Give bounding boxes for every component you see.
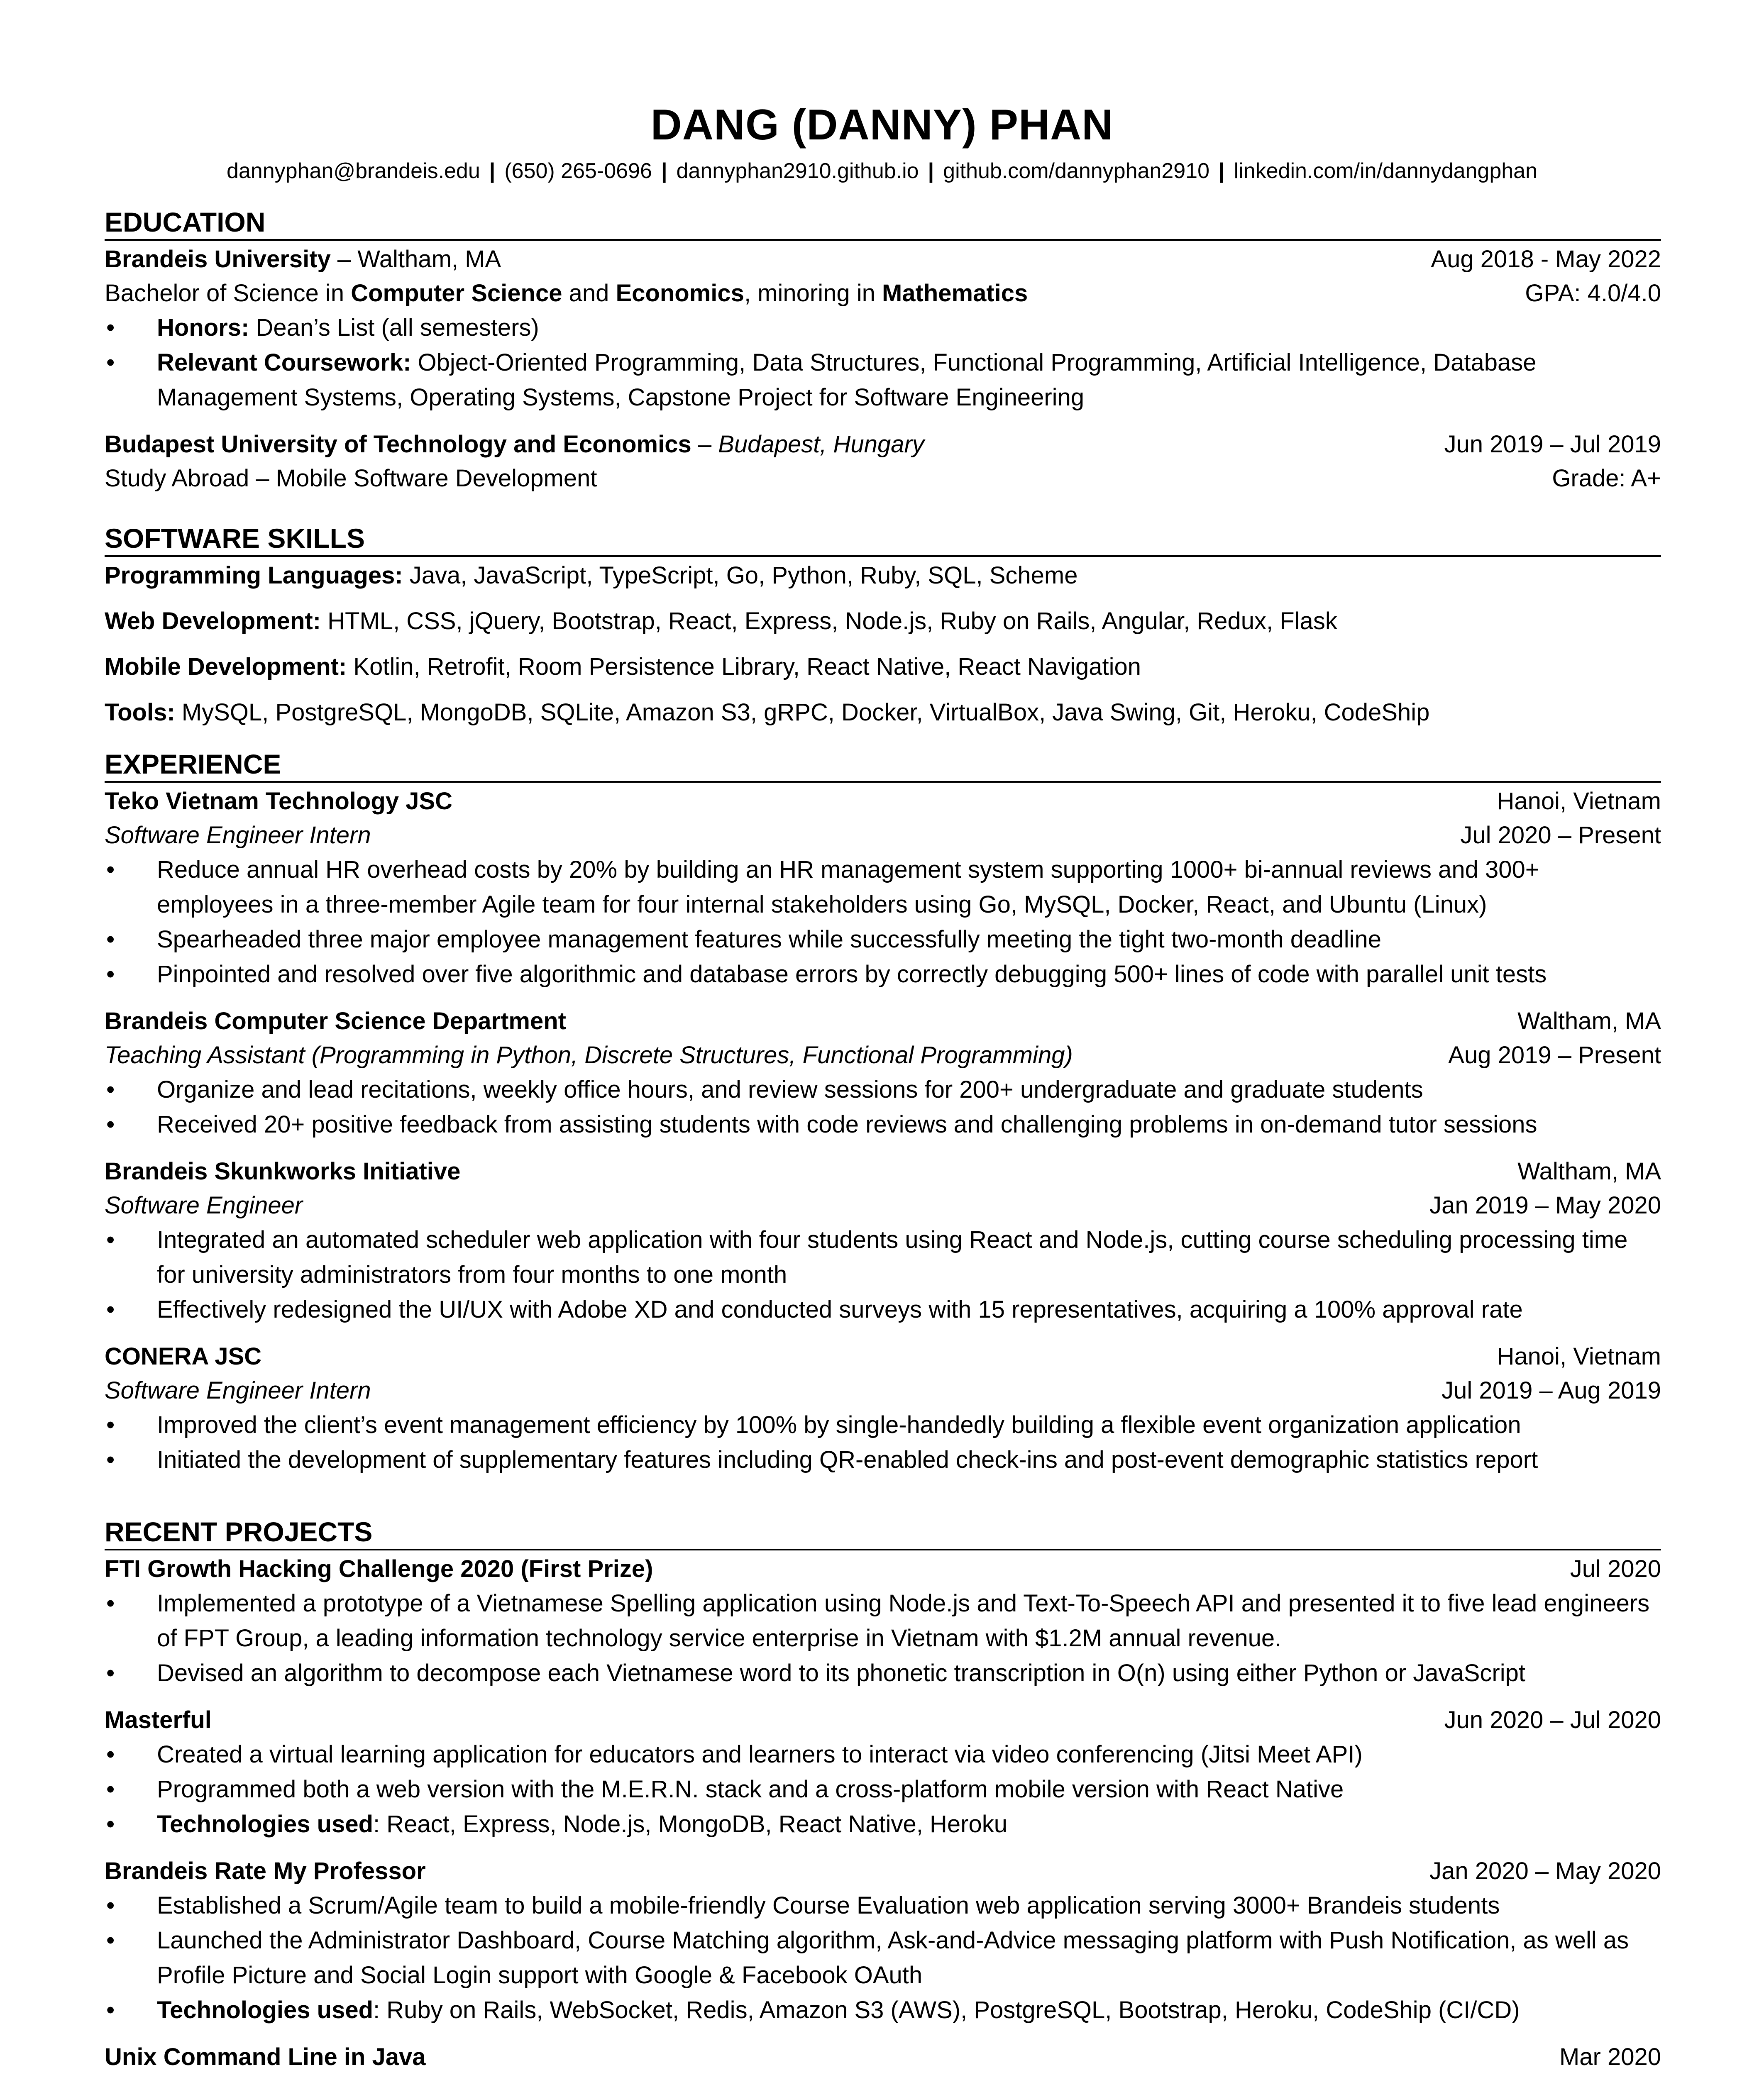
skill-row	[105, 696, 1661, 730]
list-item	[105, 1656, 1661, 1691]
section-heading: RECENT PROJECTS	[105, 1515, 1661, 1550]
school-location: Budapest, Hungary	[718, 431, 924, 458]
projects-section	[105, 1515, 1661, 2075]
job-dates: Aug 2019 – Present	[1448, 1042, 1661, 1069]
school-location: – Waltham, MA	[330, 246, 501, 273]
bullet-icon: •	[106, 1590, 115, 1617]
list-item	[105, 1072, 1661, 1107]
bullet-icon: •	[106, 1892, 115, 1919]
major: Computer Science	[351, 280, 562, 307]
job-role: Software Engineer Intern	[105, 1377, 371, 1404]
project-dates: Jun 2020 – Jul 2020	[1444, 1706, 1661, 1733]
skill-row	[105, 604, 1661, 638]
dash: –	[691, 431, 718, 458]
github-link[interactable]: github.com/dannyphan2910	[943, 159, 1210, 183]
project-bullets	[105, 1586, 1661, 1691]
experience-section	[105, 747, 1661, 1477]
project-dates: Mar 2020	[1559, 2043, 1661, 2070]
project-name: Unix Command Line in Java	[105, 2043, 426, 2070]
linkedin-link[interactable]: linkedin.com/in/dannydangphan	[1234, 159, 1538, 183]
bullet-icon: •	[106, 1776, 115, 1803]
project-header	[105, 2040, 1661, 2074]
grade: Grade: A+	[1552, 465, 1661, 492]
job-dates: Jan 2019 – May 2020	[1429, 1192, 1661, 1219]
list-item	[105, 1923, 1661, 1993]
list-item	[105, 1737, 1661, 1772]
skill-label: Web Development:	[105, 608, 321, 635]
bullet-icon: •	[106, 314, 115, 341]
employer: CONERA JSC	[105, 1343, 262, 1370]
project-header	[105, 1552, 1661, 1586]
separator: |	[661, 159, 667, 183]
gpa: GPA: 4.0/4.0	[1525, 280, 1661, 307]
bullet-text: Created a virtual learning application for educators and learners to interact via video conferencing (Jitsi Meet API)	[157, 1741, 1363, 1768]
website-link[interactable]: dannyphan2910.github.io	[676, 159, 919, 183]
school-name: Brandeis University	[105, 246, 331, 273]
honors-text: Dean’s List (all semesters)	[249, 314, 539, 341]
list-item	[105, 1772, 1661, 1807]
job-bullets	[105, 1223, 1661, 1327]
tech-text: : React, Express, Node.js, MongoDB, React Native, Heroku	[373, 1811, 1007, 1838]
honors-label: Honors:	[157, 314, 249, 341]
bullet-text: Launched the Administrator Dashboard, Course Matching algorithm, Ask-and-Advice messaging platform with Push Notification, as well as Profile Picture and Social Login support with Google & Facebook OAuth	[157, 1927, 1629, 1989]
job-role-row	[105, 1189, 1661, 1223]
bullet-text: Pinpointed and resolved over five algorithmic and database errors by correctly debugging 500+ lines of code with parallel unit tests	[157, 961, 1547, 988]
list-item	[105, 1223, 1661, 1292]
project-name: FTI Growth Hacking Challenge 2020 (First Prize)	[105, 1555, 653, 1582]
bullet-text: Received 20+ positive feedback from assisting students with code reviews and challenging problems in on-demand tutor sessions	[157, 1111, 1537, 1138]
degree-text: Bachelor of Science in	[105, 280, 351, 307]
employer: Brandeis Skunkworks Initiative	[105, 1158, 461, 1185]
skill-label: Programming Languages:	[105, 562, 403, 589]
bullet-icon: •	[106, 1226, 115, 1253]
bullet-text: Reduce annual HR overhead costs by 20% by building an HR management system supporting 1000+ bi-annual reviews and 300+ employees in a three-member Agile team for four internal stakeholders using Go, MySQL, Docker, React, and Ubuntu (Linux)	[157, 856, 1539, 918]
phone-number[interactable]: (650) 265-0696	[504, 159, 652, 183]
job-role: Software Engineer Intern	[105, 822, 371, 849]
bullet-icon: •	[106, 349, 115, 376]
employer: Brandeis Computer Science Department	[105, 1008, 566, 1035]
tech-text: : Ruby on Rails, WebSocket, Redis, Amazon S3 (AWS), PostgreSQL, Bootstrap, Heroku, CodeShip (CI/CD)	[373, 1997, 1520, 2024]
skill-text: HTML, CSS, jQuery, Bootstrap, React, Express, Node.js, Ruby on Rails, Angular, Redux, Flask	[321, 608, 1337, 635]
bullet-text: Established a Scrum/Agile team to build a mobile-friendly Course Evaluation web application serving 3000+ Brandeis students	[157, 1892, 1500, 1919]
bullet-icon: •	[106, 961, 115, 988]
degree-text: , minoring in	[744, 280, 882, 307]
budapest-header	[105, 427, 1661, 461]
employer: Teko Vietnam Technology JSC	[105, 788, 452, 815]
list-item	[105, 1443, 1661, 1477]
job-header	[105, 1155, 1661, 1189]
project-header	[105, 1854, 1661, 1888]
bullet-text: Programmed both a web version with the M.E.R.N. stack and a cross-platform mobile version with React Native	[157, 1776, 1344, 1803]
section-heading: EXPERIENCE	[105, 747, 1661, 783]
tech-label: Technologies used	[157, 1811, 374, 1838]
list-item	[105, 1408, 1661, 1443]
job-location: Waltham, MA	[1517, 1158, 1661, 1185]
skill-text: Kotlin, Retrofit, Room Persistence Library, React Native, React Navigation	[347, 653, 1141, 680]
bullet-icon: •	[106, 1296, 115, 1323]
job-role: Software Engineer	[105, 1192, 303, 1219]
job-location: Waltham, MA	[1517, 1008, 1661, 1035]
separator: |	[489, 159, 496, 183]
bullet-text: Implemented a prototype of a Vietnamese Spelling application using Node.js and Text-To-Speech API and presented it to five lead engineers of FPT Group, a leading information technology service enterprise in Vietnam with $1.2M annual revenue.	[157, 1590, 1650, 1652]
brandeis-header	[105, 242, 1661, 276]
job-bullets	[105, 1408, 1661, 1477]
bullet-icon: •	[106, 1811, 115, 1838]
job-role-row	[105, 1374, 1661, 1408]
list-item	[105, 1292, 1661, 1327]
bullet-icon: •	[106, 926, 115, 953]
education-bullets	[105, 310, 1661, 415]
bullet-text: Organize and lead recitations, weekly office hours, and review sessions for 200+ undergraduate and graduate students	[157, 1076, 1423, 1103]
skill-label: Tools:	[105, 699, 175, 726]
separator: |	[928, 159, 934, 183]
bullet-icon: •	[106, 1927, 115, 1954]
job-dates: Jul 2020 – Present	[1460, 822, 1661, 849]
bullet-icon: •	[106, 1076, 115, 1103]
bullet-icon: •	[106, 1411, 115, 1438]
coursework-label: Relevant Coursework:	[157, 349, 411, 376]
job-role-row	[105, 818, 1661, 852]
list-item	[105, 1586, 1661, 1656]
degree-text: and	[562, 280, 616, 307]
bullet-text: Initiated the development of supplementary features including QR-enabled check-ins and post-event demographic statistics report	[157, 1446, 1538, 1473]
degree-row	[105, 276, 1661, 310]
project-bullets	[105, 1737, 1661, 1842]
job-bullets	[105, 1072, 1661, 1142]
project-dates: Jul 2020	[1570, 1555, 1661, 1582]
bullet-icon: •	[106, 856, 115, 883]
education-section	[105, 205, 1661, 496]
job-header	[105, 784, 1661, 818]
list-item	[105, 1888, 1661, 1923]
skills-section	[105, 521, 1661, 741]
job-location: Hanoi, Vietnam	[1497, 788, 1661, 815]
skill-text: MySQL, PostgreSQL, MongoDB, SQLite, Amazon S3, gRPC, Docker, VirtualBox, Java Swing, Git, Heroku, CodeShip	[175, 699, 1430, 726]
list-item	[105, 922, 1661, 957]
project-dates: Jan 2020 – May 2020	[1429, 1858, 1661, 1885]
project-bullets	[105, 1888, 1661, 2028]
separator: |	[1219, 159, 1225, 183]
job-header	[105, 1004, 1661, 1038]
school-dates: Jun 2019 – Jul 2019	[1444, 431, 1661, 458]
list-item	[105, 310, 1661, 345]
bullet-icon: •	[106, 1111, 115, 1138]
program-row	[105, 461, 1661, 496]
bullet-text: Improved the client’s event management efficiency by 100% by single-handedly building a flexible event organization application	[157, 1411, 1521, 1438]
list-item	[105, 957, 1661, 992]
bullet-icon: •	[106, 1446, 115, 1473]
school-name: Budapest University of Technology and Economics	[105, 431, 691, 458]
contact-line	[0, 157, 1764, 185]
project-name: Masterful	[105, 1706, 212, 1733]
tech-label: Technologies used	[157, 1997, 374, 2024]
section-heading: SOFTWARE SKILLS	[105, 521, 1661, 557]
bullet-icon: •	[106, 1741, 115, 1768]
list-item	[105, 345, 1661, 415]
project-header	[105, 1703, 1661, 1737]
list-item	[105, 1807, 1661, 1842]
project-name: Brandeis Rate My Professor	[105, 1858, 426, 1885]
minor: Mathematics	[882, 280, 1028, 307]
job-bullets	[105, 852, 1661, 992]
bullet-icon: •	[106, 1997, 115, 2024]
email-link[interactable]: dannyphan@brandeis.edu	[226, 159, 480, 183]
list-item	[105, 1107, 1661, 1142]
program-name: Study Abroad – Mobile Software Development	[105, 465, 597, 492]
school-dates: Aug 2018 - May 2022	[1431, 246, 1661, 273]
job-location: Hanoi, Vietnam	[1497, 1343, 1661, 1370]
skill-row	[105, 559, 1661, 593]
job-dates: Jul 2019 – Aug 2019	[1441, 1377, 1661, 1404]
bullet-text: Spearheaded three major employee management features while successfully meeting the tight two-month deadline	[157, 926, 1382, 953]
skill-label: Mobile Development:	[105, 653, 347, 680]
coursework-text: Object-Oriented Programming, Data Structures, Functional Programming, Artificial Intelligence, Database Management Systems, Operating Systems, Capstone Project for Software Engineering	[157, 349, 1537, 411]
bullet-text: Integrated an automated scheduler web application with four students using React and Node.js, cutting course scheduling processing time for university administrators from four months to one month	[157, 1226, 1628, 1288]
skill-row	[105, 650, 1661, 684]
major: Economics	[616, 280, 744, 307]
candidate-name: DANG (DANNY) PHAN	[650, 101, 1114, 149]
list-item	[105, 852, 1661, 922]
job-role-row	[105, 1038, 1661, 1072]
bullet-text: Effectively redesigned the UI/UX with Adobe XD and conducted surveys with 15 representatives, acquiring a 100% approval rate	[157, 1296, 1523, 1323]
skill-text: Java, JavaScript, TypeScript, Go, Python, Ruby, SQL, Scheme	[403, 562, 1078, 589]
bullet-text: Devised an algorithm to decompose each Vietnamese word to its phonetic transcription in O(n) using either Python or JavaScript	[157, 1660, 1525, 1687]
list-item	[105, 1993, 1661, 2028]
job-header	[105, 1340, 1661, 1374]
bullet-icon: •	[106, 1660, 115, 1687]
section-heading: EDUCATION	[105, 205, 1661, 241]
job-role: Teaching Assistant (Programming in Python, Discrete Structures, Functional Programming)	[105, 1042, 1073, 1069]
